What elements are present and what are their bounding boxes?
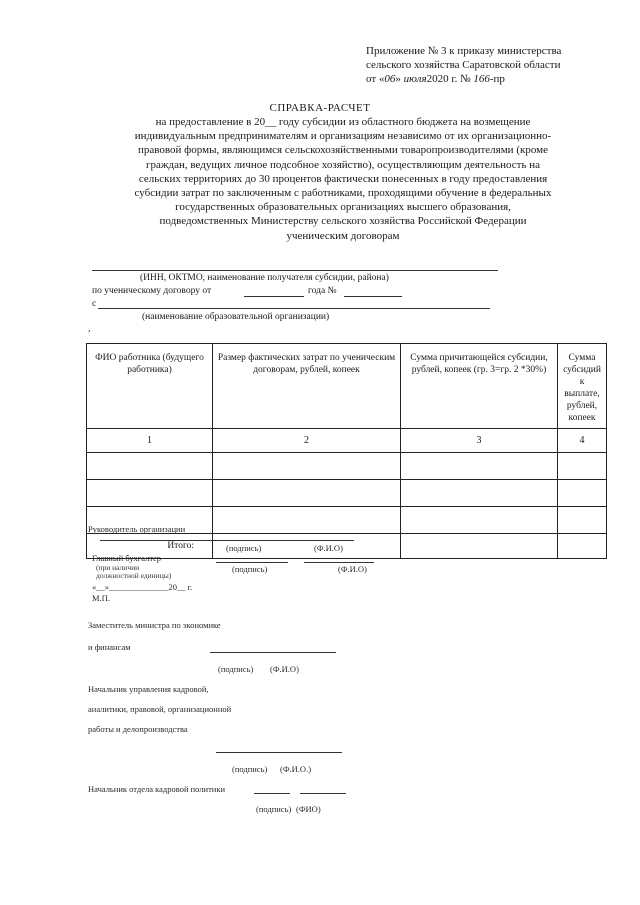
stamp-place: М.П. — [92, 593, 110, 603]
date-year: 2020 г. № — [426, 73, 471, 85]
accountant-fio-caption: (Ф.И.О) — [338, 564, 367, 574]
table-total-row — [87, 534, 607, 559]
chief-podpis-caption: (подпись) — [232, 764, 268, 774]
table-cell[interactable] — [213, 507, 401, 534]
date-prefix: от « — [366, 73, 385, 85]
contract-date-line[interactable] — [244, 296, 304, 297]
document-title: СПРАВКА-РАСЧЕТ — [269, 102, 371, 114]
table-header-row — [87, 344, 607, 429]
accountant-label: Главный бухгалтер — [92, 553, 162, 563]
deputy-signature-line[interactable] — [210, 652, 336, 653]
table-cell[interactable] — [401, 453, 558, 480]
head-label: Руководитель организации — [88, 524, 186, 534]
subject-line: государственных образовательных организациях высшего образования, — [175, 201, 511, 214]
date-fill-line[interactable]: «__»______________20__ г. — [92, 582, 193, 592]
subject-line: правовой формы, являющимся сельскохозяйственными товаропроизводителями (кроме — [138, 144, 548, 157]
appendix-number: 166 — [473, 73, 490, 85]
subject-line: индивидуальным предпринимателям и организациям независимо от их организационно- — [134, 130, 552, 143]
organization-caption: (наименование образовательной организации) — [142, 312, 330, 322]
contract-number-line[interactable] — [344, 296, 402, 297]
subject-line: сельских территориях до 30 процентов фактически понесенных в году предоставления — [138, 172, 548, 185]
accountant-fio-line[interactable] — [304, 562, 374, 563]
head-signature-line[interactable] — [100, 540, 354, 541]
document-subject — [78, 115, 608, 243]
organization-line[interactable] — [98, 308, 490, 309]
dept-fio-caption: (ФИО) — [296, 804, 321, 814]
dept-podpis-caption: (подпись) — [256, 804, 292, 814]
table-number-row — [87, 429, 607, 453]
recipient-line[interactable] — [92, 270, 498, 271]
recipient-caption: (ИНН, ОКТМО, наименование получателя субсидии, района) — [140, 273, 389, 283]
appendix-suffix: -пр — [489, 73, 505, 85]
column-number: 3 — [401, 429, 558, 453]
table-cell[interactable] — [87, 480, 213, 507]
subject-line: граждан, ведущих личное подсобное хозяйство), осуществляющим деятельность на — [146, 158, 540, 171]
table-row — [87, 453, 607, 480]
comma-mark: , — [88, 324, 91, 334]
chief-signature-line[interactable] — [216, 752, 342, 753]
column-number: 2 — [213, 429, 401, 453]
appendix-line1: Приложение № 3 к приказу министерства — [366, 45, 562, 57]
subject-line: подведомственных Министерству сельского хозяйства Российской Федерации — [159, 215, 527, 228]
chief-label-line3: работы и делопроизводства — [88, 724, 188, 734]
table-cell[interactable] — [213, 480, 401, 507]
deputy-label-line1: Заместитель министра по экономике — [88, 620, 221, 630]
table-cell[interactable] — [558, 480, 607, 507]
chief-label-line1: Начальник управления кадровой, — [88, 684, 209, 694]
column-number: 4 — [558, 429, 607, 453]
dept-signature-line[interactable] — [254, 793, 290, 794]
appendix-line2: сельского хозяйства Саратовской области — [366, 59, 561, 71]
accountant-note: (при наличии должностной единицы) — [96, 563, 172, 580]
header-subsidy-due: Сумма причитающейся субсидии, рублей, копеек (гр. 3=гр. 2 *30%) — [401, 344, 558, 429]
appendix-header — [366, 44, 606, 86]
subject-line: ученическим договорам — [286, 229, 400, 242]
header-fio: ФИО работника (будущего работника) — [87, 344, 213, 429]
dept-label: Начальник отдела кадровой политики — [88, 784, 226, 794]
accountant-signature-line[interactable] — [216, 562, 288, 563]
total-label: Итого: — [87, 534, 213, 559]
table-cell[interactable] — [87, 453, 213, 480]
appendix-day: 06 — [384, 73, 396, 85]
table-row — [87, 480, 607, 507]
accountant-podpis-caption: (подпись) — [232, 564, 268, 574]
header-subsidy-payout: Сумма субсидий к выплате, рублей, копеек — [558, 344, 607, 429]
dept-fio-line[interactable] — [300, 793, 346, 794]
subject-line: на предоставление в 20__ году субсидии из областного бюджета на возмещение — [155, 116, 531, 128]
head-podpis-caption: (подпись) — [226, 543, 262, 553]
table-cell[interactable] — [401, 480, 558, 507]
chief-fio-caption: (Ф.И.О.) — [280, 764, 312, 774]
appendix-date-line — [366, 72, 606, 86]
with-prefix: с — [92, 299, 97, 309]
chief-label-line2: аналитики, правовой, организационной — [88, 704, 232, 714]
table-cell[interactable] — [213, 453, 401, 480]
date-mid: » — [395, 73, 404, 85]
table-cell[interactable] — [558, 507, 607, 534]
contract-year-label: года № — [308, 286, 337, 296]
header-costs: Размер фактических затрат по ученическим договорам, рублей, копеек — [213, 344, 401, 429]
table-cell[interactable] — [558, 453, 607, 480]
contract-prefix: по ученическому договору от — [92, 286, 212, 296]
total-cell[interactable] — [401, 534, 558, 559]
head-fio-caption: (Ф.И.О) — [314, 543, 343, 553]
appendix-month: июля — [403, 73, 427, 85]
subject-line: субсидии затрат по заключенным с работниками, проходящими обучение в федеральных — [134, 187, 552, 200]
deputy-label-line2: и финансам — [88, 642, 131, 652]
deputy-fio-caption: (Ф.И.О) — [270, 664, 299, 674]
deputy-podpis-caption: (подпись) — [218, 664, 254, 674]
column-number: 1 — [87, 429, 213, 453]
table-cell[interactable] — [401, 507, 558, 534]
total-cell[interactable] — [558, 534, 607, 559]
